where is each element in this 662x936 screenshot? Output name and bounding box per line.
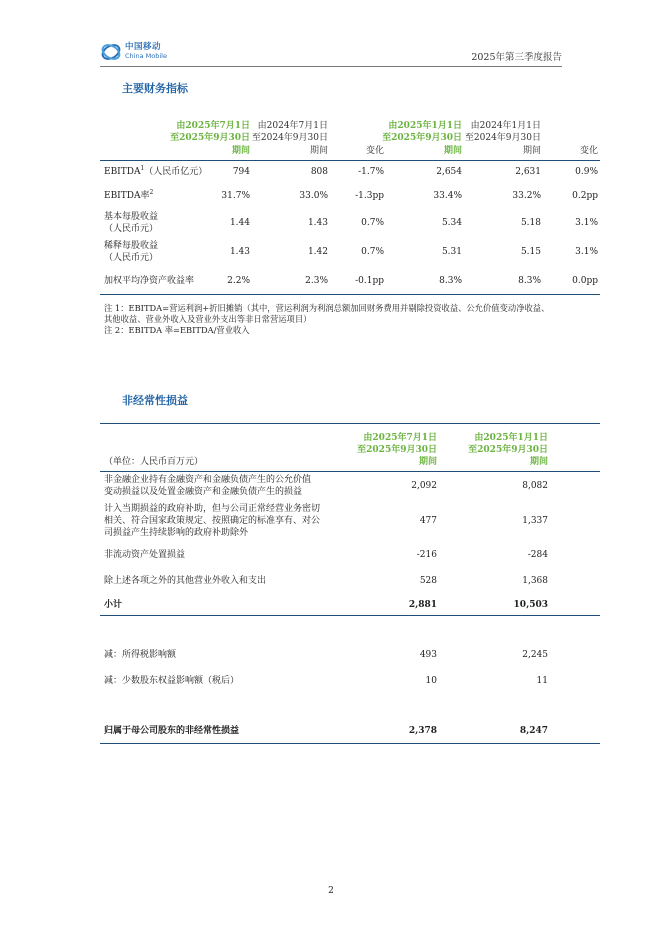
table-cell-value: 1,368 [522, 576, 548, 586]
table-cell-value: 0.7% [361, 218, 384, 228]
table-cell-value: 5.18 [520, 218, 541, 228]
page-header [100, 40, 562, 67]
column-header-period: 期间 [529, 457, 548, 467]
table1-header-rule [100, 160, 600, 161]
row-label: 归属于母公司股东的非经常性损益 [104, 726, 240, 736]
table-cell-value: 528 [419, 576, 437, 586]
table2-header-rule [100, 471, 600, 472]
row-label-text: 加权平均净资产收益率 [104, 276, 195, 286]
row-label: 非金融企业持有金融资产和金融负债产生的公允价值 [104, 475, 312, 485]
logo-chinese-name: 中国移动 [125, 42, 162, 52]
row-label: 小计 [104, 600, 123, 610]
table-cell-value: 477 [419, 516, 437, 526]
table-cell-value: 8.3% [518, 276, 541, 286]
table1-bottom-rule [100, 294, 600, 295]
section-title-key-financials: 主要财务指标 [122, 82, 188, 95]
column-header-period: 变化 [365, 146, 384, 156]
footnote-line: 注 1：EBITDA=营运利润+折旧摊销（其中，营运利润为利润总额加回财务费用并剔除投资收益、公允价值变动净收益、 [104, 303, 550, 313]
table-cell-value: 5.31 [441, 247, 462, 257]
column-header-line: 由2025年7月1日 [176, 121, 250, 131]
table-cell-value: 2.3% [305, 276, 328, 286]
column-header-period: 变化 [579, 146, 598, 156]
table-cell-value: 33.0% [299, 191, 328, 201]
row-label-unit: （人民币元） [104, 253, 159, 263]
column-header-line: 由2024年7月1日 [257, 121, 328, 131]
table-cell-value: 794 [232, 167, 250, 177]
table-cell-value: 1.42 [307, 247, 328, 257]
table-cell-value: 8,082 [522, 481, 548, 491]
column-header-line: 由2025年1月1日 [474, 433, 548, 443]
table-cell-value: 493 [419, 650, 437, 660]
table2-subtotal-rule [100, 615, 600, 616]
footnote-marker: 2 [149, 189, 154, 196]
table-cell-value: 8.3% [439, 276, 462, 286]
table-cell-value: 2,092 [411, 481, 437, 491]
row-label [104, 240, 158, 252]
row-label: 变动损益以及处置金融资产和金融负债产生的损益 [104, 487, 303, 497]
row-label: 计入当期损益的政府补助，但与公司正常经营业务密切 [104, 504, 321, 514]
column-header-period: 期间 [418, 457, 437, 467]
table-cell-value: 0.2pp [572, 191, 598, 201]
column-header-line: 由2025年1月1日 [388, 121, 462, 131]
table-cell-value: 2,245 [522, 650, 548, 660]
table-cell-value: 10 [425, 676, 437, 686]
table-cell-value: -0.1pp [355, 276, 384, 286]
row-label-text: 稀释每股收益 [104, 241, 159, 251]
table-cell-value: 2.2% [227, 276, 250, 286]
row-label: 除上述各项之外的其他营业外收入和支出 [104, 576, 267, 586]
column-header-line: 至2024年9月30日 [464, 133, 541, 143]
table-cell-value: 8,247 [519, 726, 548, 736]
table2-bottom-rule [100, 743, 600, 744]
table-cell-value: -284 [527, 550, 548, 560]
row-label-unit: （人民币元） [104, 224, 159, 234]
row-label [104, 211, 158, 223]
row-label: 减：所得税影响额 [104, 650, 177, 660]
table-cell-value: 2,881 [408, 600, 437, 610]
logo-english-name: China Mobile [125, 52, 167, 60]
table-cell-value: 5.34 [441, 218, 462, 228]
column-header-period: 期间 [309, 146, 328, 156]
row-label-text: EBITDA率 [104, 191, 150, 201]
footnote-marker: 1 [140, 165, 145, 172]
table-cell-value: 2,378 [408, 726, 437, 736]
table-cell-value: 2,631 [515, 167, 541, 177]
table-cell-value: 1.44 [229, 218, 250, 228]
table-cell-value: 10,503 [513, 600, 548, 610]
row-label: 非流动资产处置损益 [104, 550, 186, 560]
page-number: 2 [328, 886, 334, 896]
table-cell-value: 2,654 [436, 167, 462, 177]
report-title: 2025年第三季度报告 [471, 52, 562, 63]
row-label: 相关、符合国家政策规定、按照确定的标准享有、对公 [104, 516, 321, 526]
column-header-line: 至2025年9月30日 [357, 445, 437, 455]
column-header-period: 期间 [522, 146, 541, 156]
column-header-line: 至2025年9月30日 [170, 133, 250, 143]
row-label: 减：少数股东权益影响额（税后） [104, 676, 240, 686]
table-cell-value: 0.7% [361, 247, 384, 257]
table-cell-value: 1.43 [229, 247, 250, 257]
section-title-non-recurring: 非经常性损益 [122, 394, 188, 407]
row-label-unit: （人民币亿元） [144, 167, 208, 177]
table-cell-value: 3.1% [575, 218, 598, 228]
row-label: 司损益产生持续影响的政府补助除外 [104, 528, 249, 538]
table-cell-value: -216 [416, 550, 437, 560]
table-cell-value: 0.9% [575, 167, 598, 177]
company-logo [100, 42, 167, 62]
unit-label: （单位：人民币百万元） [104, 457, 204, 467]
row-label [104, 190, 153, 202]
china-mobile-logo-icon [100, 42, 122, 62]
column-header-line: 由2025年7月1日 [363, 433, 437, 443]
table2-top-rule [100, 423, 600, 424]
table-cell-value: -1.7% [358, 167, 384, 177]
table-cell-value: 0.0pp [572, 276, 598, 286]
table-cell-value: 11 [536, 676, 548, 686]
table-cell-value: 5.15 [520, 247, 541, 257]
table-cell-value: 31.7% [221, 191, 250, 201]
column-header-period: 期间 [231, 146, 250, 156]
table-cell-value: 1,337 [522, 516, 548, 526]
footnote-line: 注 2：EBITDA 率=EBITDA/营业收入 [104, 325, 250, 335]
table-cell-value: 1.43 [307, 218, 328, 228]
column-header-line: 至2025年9月30日 [382, 133, 462, 143]
table-cell-value: 33.2% [512, 191, 541, 201]
table-cell-value: 808 [310, 167, 328, 177]
column-header-period: 期间 [443, 146, 462, 156]
table-cell-value: 3.1% [575, 247, 598, 257]
column-header-line: 至2025年9月30日 [468, 445, 548, 455]
row-label-text: 基本每股收益 [104, 212, 159, 222]
table-cell-value: 33.4% [433, 191, 462, 201]
footnote-line: 其他收益、营业外收入及营业外支出等非日常营运项目） [104, 314, 312, 324]
table-cell-value: -1.3pp [355, 191, 384, 201]
column-header-line: 由2024年1月1日 [470, 121, 541, 131]
row-label-text: EBITDA [104, 167, 141, 177]
column-header-line: 至2024年9月30日 [251, 133, 328, 143]
